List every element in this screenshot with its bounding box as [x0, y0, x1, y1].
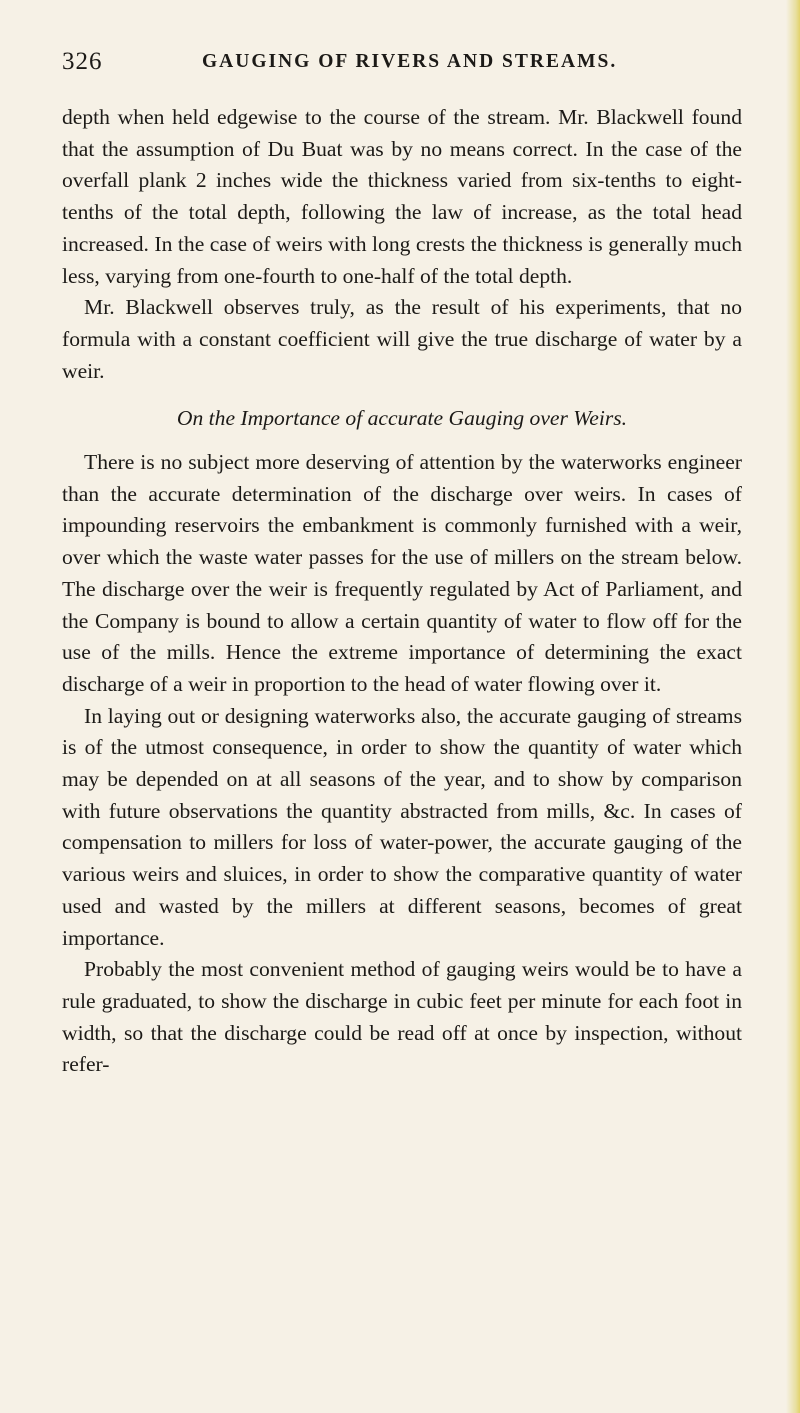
paragraph-blackwell-observes: Mr. Blackwell observes truly, as the result of his experiments, that no formula with a constant coefficient will give the true discharge of water by a weir.: [62, 295, 742, 383]
page-number: 326: [62, 48, 103, 75]
paragraph-continuation: depth when held edgewise to the course of the stream. Mr. Blackwell found that the assumption of Du Buat was by no means correct. In the case of the overfall plank 2 inches wide the thickness varied from six-tenths to eight-tenths of the total depth, following the law of increase, as the total head increased. In the case of weirs with long crests the thickness is generally much less, varying from one-fourth to one-half of the total depth.: [62, 105, 742, 288]
paragraph-no-subject: There is no subject more deserving of attention by the waterworks engineer than the accurate determination of the discharge over weirs. In cases of impounding reservoirs the embankment is commonly furnished with a weir, over which the waste water passes for the use of millers on the stream below. The discharge over the weir is frequently regulated by Act of Parliament, and the Company is bound to allow a certain quantity of water to flow off for the use of the mills. Hence the extreme importance of determining the exact discharge of a weir in proportion to the head of water flowing over it.: [62, 450, 742, 696]
running-head: [62, 48, 742, 82]
section-heading: On the Importance of accurate Gauging over Weirs.: [176, 406, 628, 431]
body-text: [62, 102, 742, 1081]
paragraph-laying-out: In laying out or designing waterworks also, the accurate gauging of streams is of the utmost consequence, in order to show the quantity of water which may be depended on at all seasons of the year, and to show by comparison with future observations the quantity abstracted from mills, &c. In cases of compensation to millers for loss of water-power, the accurate gauging of the various weirs and sluices, in order to show the comparative quantity of water used and wasted by the millers at different seasons, becomes of great importance.: [62, 703, 742, 950]
page-edge: [786, 0, 800, 1413]
paragraph-probably: Probably the most convenient method of gauging weirs would be to have a rule graduated, to show the discharge in cubic feet per minute for each foot in width, so that the discharge could be read off at once by inspection, without refer-: [62, 957, 742, 1077]
running-title: GAUGING OF RIVERS AND STREAMS.: [202, 51, 618, 72]
